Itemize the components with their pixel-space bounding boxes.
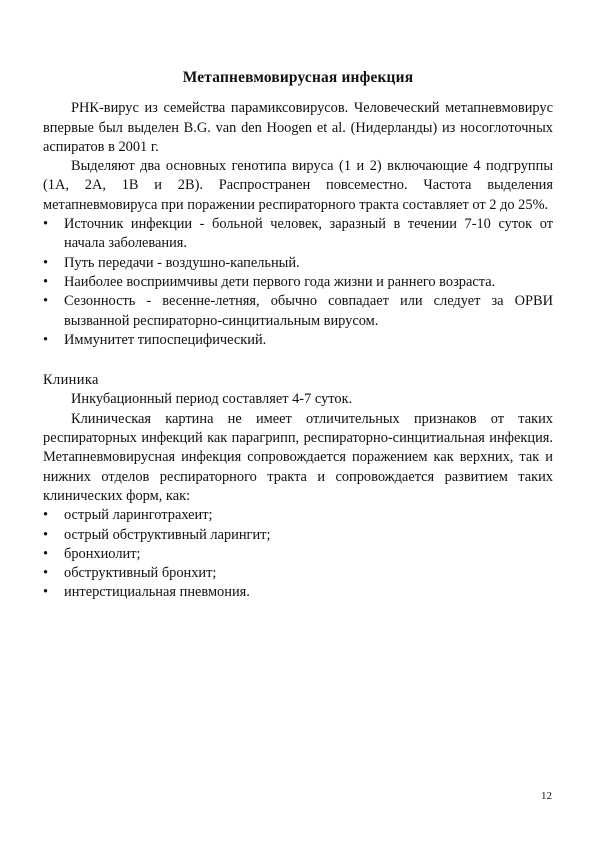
bullet-icon: • [43, 545, 49, 562]
section-heading: Клиника [43, 372, 99, 389]
intro-paragraph: Выделяют два основных генотипа вируса (1 и 2) включающие 4 подгруппы (1A, 2A, 1B и 2B). Распространен повсеместно. Частота выделения метапневмовируса при поражении респираторного тракта составляет от 2 до 25%. [43, 158, 553, 213]
list-item [43, 292, 553, 331]
document-title: Метапневмовирусная инфекция [182, 69, 414, 86]
bullet-icon: • [43, 254, 49, 271]
list-item-text: острый обструктивный ларингит; [64, 526, 271, 543]
list-item-text: обструктивный бронхит; [64, 565, 217, 582]
list-item [43, 331, 553, 350]
list-item [43, 215, 553, 254]
list-item [43, 583, 553, 602]
list-item [43, 564, 553, 583]
list-item [43, 254, 553, 273]
bullet-icon: • [43, 331, 49, 348]
intro-paragraph: РНК-вирус из семейства парамиксовирусов. Человеческий метапневмовирус впервые был выделен B.G. van den Hoogen et al. (Нидерланды) из носоглоточных аспиратов в 2001 г. [43, 100, 553, 155]
list-item [43, 273, 553, 292]
facts-list [43, 215, 553, 350]
bullet-icon: • [43, 216, 49, 233]
list-item-text: Иммунитет типоспецифический. [64, 331, 267, 348]
list-item-text: Путь передачи - воздушно-капельный. [64, 254, 300, 271]
clinic-paragraph: Инкубационный период составляет 4-7 суток. [71, 391, 353, 408]
bullet-icon: • [43, 507, 49, 524]
page-number: 12 [541, 790, 552, 802]
bullet-icon: • [43, 526, 49, 543]
list-item-text: интерстициальная пневмония. [64, 584, 250, 601]
list-item [43, 526, 553, 545]
list-item-text: бронхиолит; [64, 545, 141, 562]
bullet-icon: • [43, 565, 49, 582]
bullet-icon: • [43, 584, 49, 601]
clinical-forms-list [43, 506, 553, 602]
list-item-text: Источник инфекции - больной человек, заразный в течении 7-10 суток от начала заболевания. [64, 216, 553, 252]
bullet-icon: • [43, 273, 49, 290]
list-item-text: Наиболее восприимчивы дети первого года жизни и раннего возраста. [64, 273, 496, 290]
list-item [43, 506, 553, 525]
clinic-paragraph: Клиническая картина не имеет отличительных признаков от таких респираторных инфекций как парагрипп, респираторно-синцитиальная инфекция. Метапневмовирусная инфекция сопровождается поражением как верхних, так и нижних отделов респираторного тракта и сопровождается развитием таких клинических форм, как: [43, 410, 553, 504]
list-item [43, 545, 553, 564]
list-item-text: Сезонность - весенне-летняя, обычно совпадает или следует за ОРВИ вызванной респираторно-синцитиальным вирусом. [64, 293, 553, 329]
list-item-text: острый ларинготрахеит; [64, 507, 213, 524]
page-content [43, 68, 553, 603]
bullet-icon: • [43, 293, 49, 310]
